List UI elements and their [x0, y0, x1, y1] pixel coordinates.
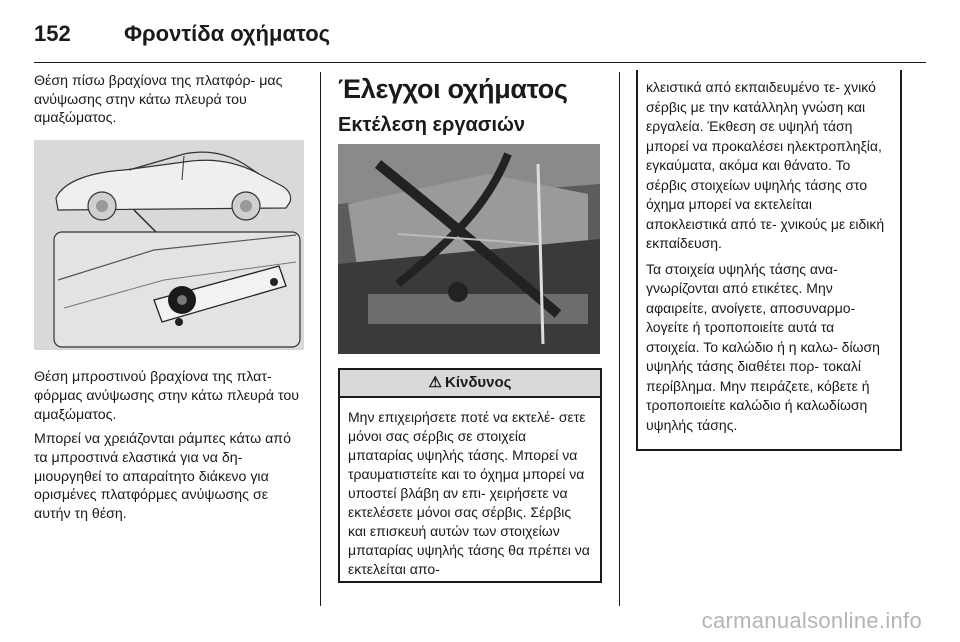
warning-triangle-icon: ⚠: [428, 373, 442, 391]
page-header: [34, 14, 330, 54]
rear-lift-point-text: Θέση πίσω βραχίονα της πλατφόρ- μας ανύψωσης στην κάτω πλευρά του αμαξώματος.: [34, 73, 283, 127]
section-heading: Έλεγχοι οχήματος: [338, 74, 568, 104]
page-number: 152: [34, 21, 71, 46]
front-lift-point-text: Θέση μπροστινού βραχίονα της πλατ- φόρμας ανύψωσης στην κάτω πλευρά του αμαξώματος.: [34, 369, 300, 423]
danger-notice: [338, 368, 602, 583]
header-divider: [34, 62, 926, 63]
engine-bay-photo: [338, 144, 600, 354]
page-title: Φροντίδα οχήματος: [124, 21, 331, 46]
watermark: carmanualsonline.info: [701, 608, 922, 633]
lift-point-illustration: [34, 140, 304, 350]
car-lift-diagram-icon: [34, 140, 304, 350]
danger-notice-continued: [636, 70, 902, 451]
danger-text: Μην επιχειρήσετε ποτέ να εκτελέ- σετε μόνοι σας σέρβις σε στοιχεία μπαταρίας υψηλής τάσης. Μπορεί να τραυματιστείτε και το όχημα μπορεί να υποστεί βλάβη αν επι- χειρήσετε να εκτελέσετε μόνοι σας σέρβις. Σέρβις και επισκευή αυτών των στοιχείων μπαταρίας υψηλής τάσης θα πρέπει να εκτελείται απο-: [348, 409, 590, 577]
danger-title: Κίνδυνος: [444, 373, 512, 391]
column-right: [636, 70, 902, 451]
column-left: [34, 72, 304, 530]
section-subheading: Εκτέλεση εργασιών: [338, 114, 526, 136]
column-divider-left: [320, 72, 321, 606]
hv-components-text: Τα στοιχεία υψηλής τάσης ανα- γνωρίζονται από ετικέτες. Μην αφαιρείτε, ανοίγετε, αποσυναρμο- λογείτε ή τροποποιείτε αυτά τα στοιχεία. Το καλώδιο ή η καλω- δίωση υψηλής τάσης διαθέτει πορ- τοκαλί περίβλημα. Μην πειράζετε, κόβετε ή τροποποιείτε καλώδιο ή καλωδίωση υψηλής τάσης.: [646, 260, 880, 433]
danger-header: [340, 370, 600, 398]
hv-service-text: κλειστικά από εκπαιδευμένο τε- χνικό σέρβις με την κατάλληλη γνώση και εργαλεία. Έκθεση σε υψηλή τάση μπορεί να προκαλέσει ηλεκτροπληξία, εγκαύματα, ακόμα και θάνατο. Το σέρβις στοιχείων υψηλής τάσης στο όχημα μπορεί να εκτελείται αποκλειστικά από τε- χνικούς με ειδική εκπαίδευση.: [646, 79, 885, 251]
engine-bay-icon: [338, 144, 600, 354]
column-divider-right: [619, 72, 620, 606]
ramps-note-text: Μπορεί να χρειάζονται ράμπες κάτω από τα μπροστινά ελαστικά για να δη- μιουργηθεί το απαραίτητο διάκενο για ορισμένες πλατφόρμες ανύψωσης σε αυτήν τη θέση.: [34, 431, 291, 523]
column-middle: [338, 72, 602, 583]
